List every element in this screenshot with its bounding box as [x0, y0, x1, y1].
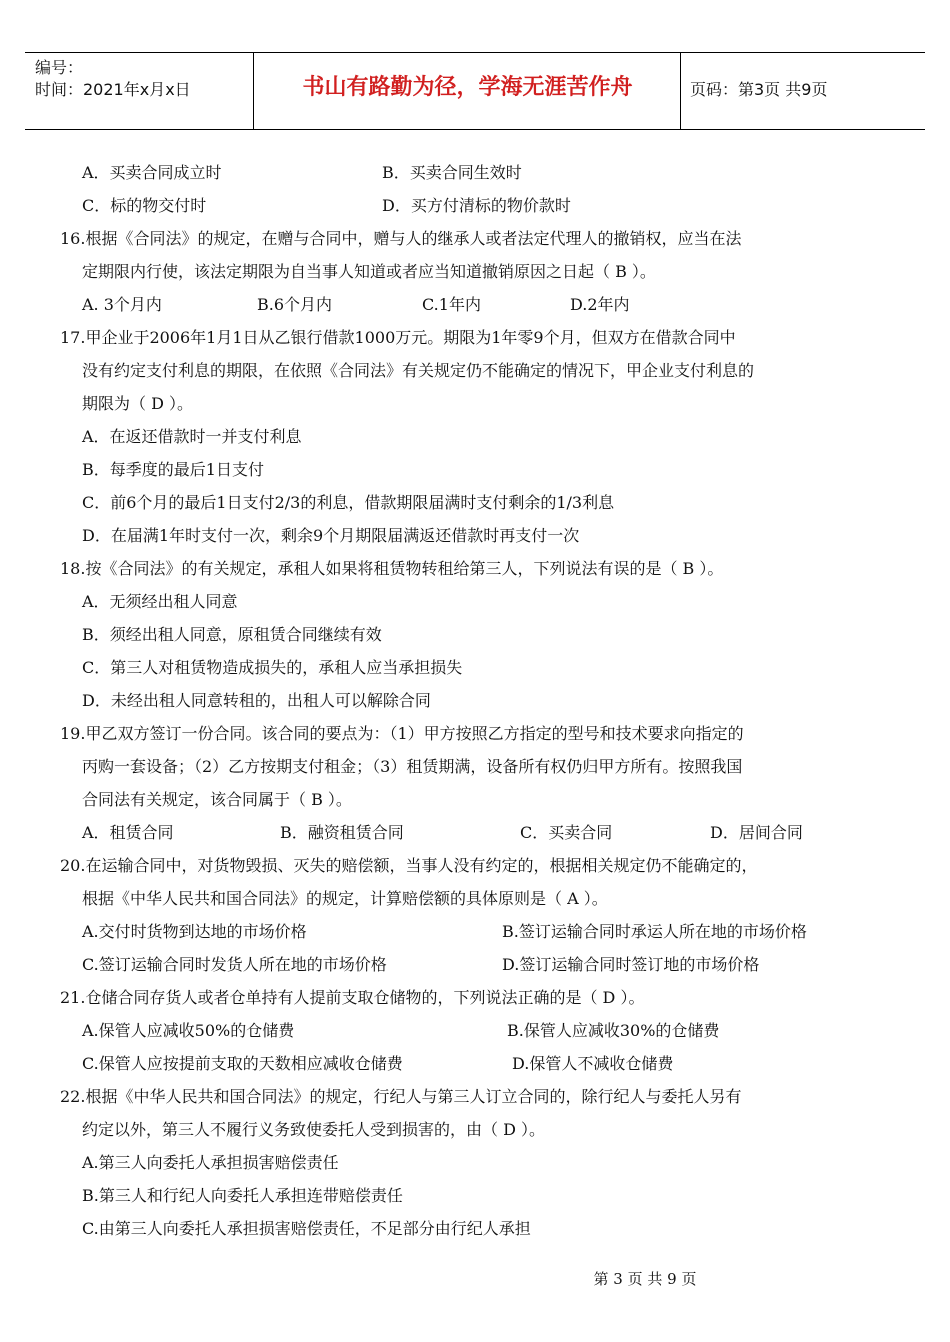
option: C．第三人对租赁物造成损失的，承租人应当承担损失 [82, 658, 463, 677]
question-text: 根据《中华人民共和国合同法》的规定，计算赔偿额的具体原则是（ A ）。 [82, 889, 608, 908]
option: C．前6个月的最后1日支付2/3的利息，借款期限届满时支付剩余的1/3利息 [82, 493, 615, 512]
question-text: 合同法有关规定，该合同属于（ B ）。 [82, 790, 352, 809]
option-row [60, 915, 890, 948]
question-text: 17.甲企业于2006年1月1日从乙银行借款1000万元。期限为1年零9个月，但双方在借款合同中 [60, 328, 736, 347]
option: D．未经出租人同意转租的，出租人可以解除合同 [82, 691, 431, 710]
option-row [60, 288, 890, 321]
question-text: 丙购一套设备；（2）乙方按期支付租金；（3）租赁期满，设备所有权仍归甲方所有。按照我国 [82, 757, 743, 776]
question-text: 定期限内行使，该法定期限为自当事人知道或者应当知道撤销原因之日起（ B ）。 [82, 262, 656, 281]
option: A.保管人应减收50%的仓储费 [82, 1021, 295, 1040]
question-text: 19.甲乙双方签订一份合同。该合同的要点为：（1）甲方按照乙方指定的型号和技术要求向指定的 [60, 724, 744, 743]
option: A. 3个月内 [82, 295, 162, 314]
option: A.交付时货物到达地的市场价格 [82, 922, 307, 941]
option: C．买卖合同 [520, 823, 613, 842]
question-text: 18.按《合同法》的有关规定，承租人如果将租赁物转租给第三人，下列说法有误的是（ B ）。 [60, 559, 724, 578]
document-number-label: 编号： [35, 58, 84, 77]
option: D．买方付清标的物价款时 [382, 196, 571, 215]
header-page-info: 页码：第3页 共9页 [690, 80, 828, 99]
option: C.保管人应按提前支取的天数相应减收仓储费 [82, 1054, 403, 1073]
option: A．在返还借款时一并支付利息 [82, 427, 302, 446]
option: B．买卖合同生效时 [382, 163, 522, 182]
option-row [60, 816, 890, 849]
question-text: 21.仓储合同存货人或者仓单持有人提前支取仓储物的，下列说法正确的是（ D ）。 [60, 988, 645, 1007]
option: B.6个月内 [257, 295, 333, 314]
option: D.保管人不减收仓储费 [512, 1054, 674, 1073]
option: C.签订运输合同时发货人所在地的市场价格 [82, 955, 387, 974]
option-row [60, 1047, 890, 1080]
page-header [25, 52, 925, 130]
question-text: 20.在运输合同中，对货物毁损、灭失的赔偿额，当事人没有约定的，根据相关规定仍不能确定的， [60, 856, 758, 875]
option: B.第三人和行纪人向委托人承担连带赔偿责任 [82, 1186, 403, 1205]
option: A．买卖合同成立时 [82, 163, 222, 182]
option: D.2年内 [570, 295, 630, 314]
option: A.第三人向委托人承担损害赔偿责任 [82, 1153, 339, 1172]
option: B．融资租赁合同 [280, 823, 404, 842]
option: D．居间合同 [710, 823, 803, 842]
question-text: 期限为（ D ）。 [82, 394, 194, 413]
option: D.签订运输合同时签订地的市场价格 [502, 955, 760, 974]
option: C.由第三人向委托人承担损害赔偿责任，不足部分由行纪人承担 [82, 1219, 531, 1238]
option-row [60, 156, 890, 189]
option-row [60, 948, 890, 981]
option: B．须经出租人同意，原租赁合同继续有效 [82, 625, 382, 644]
question-text: 16.根据《合同法》的规定，在赠与合同中，赠与人的继承人或者法定代理人的撤销权，应当在法 [60, 229, 742, 248]
option: B．每季度的最后1日支付 [82, 460, 264, 479]
option: B.签订运输合同时承运人所在地的市场价格 [502, 922, 807, 941]
option-row [60, 189, 890, 222]
option: C.1年内 [422, 295, 481, 314]
option: C．标的物交付时 [82, 196, 207, 215]
header-divider [680, 53, 681, 129]
page-footer: 第 3 页 共 9 页 [593, 1270, 697, 1288]
option: A．无须经出租人同意 [82, 592, 238, 611]
option: A．租赁合同 [82, 823, 174, 842]
question-text: 22.根据《中华人民共和国合同法》的规定，行纪人与第三人订立合同的，除行纪人与委托人另有 [60, 1087, 742, 1106]
document-date: 时间：2021年x月x日 [35, 80, 191, 99]
header-meta [35, 57, 191, 101]
question-text: 没有约定支付利息的期限，在依照《合同法》有关规定仍不能确定的情况下，甲企业支付利息的 [82, 361, 755, 380]
document-body [60, 156, 890, 1245]
option-row [60, 1014, 890, 1047]
question-text: 约定以外，第三人不履行义务致使委托人受到损害的，由（ D ）。 [82, 1120, 546, 1139]
header-divider [253, 53, 254, 129]
option: B.保管人应减收30%的仓储费 [507, 1021, 720, 1040]
option: D．在届满1年时支付一次，剩余9个月期限届满返还借款时再支付一次 [82, 526, 580, 545]
header-motto: 书山有路勤为径，学海无涯苦作舟 [302, 75, 633, 100]
